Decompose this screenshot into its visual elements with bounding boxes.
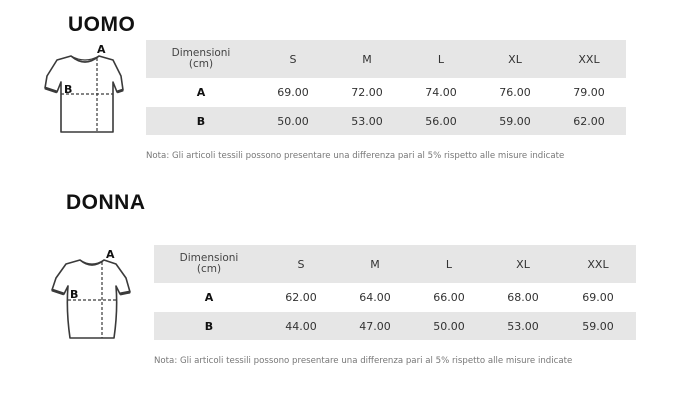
women-a-s-value: 62.00 (264, 283, 338, 312)
women-size-header-m: M (338, 245, 412, 283)
men-tolerance-note: Nota: Gli articoli tessili possono presentare una differenza pari al 5% rispetto alle misure indicate (146, 151, 565, 161)
men-row-label-b: B (146, 107, 256, 135)
women-diagram-label-b: B (70, 288, 79, 301)
women-b-xxl-value: 59.00 (560, 312, 636, 340)
men-b-xxl-value: 62.00 (552, 107, 626, 135)
women-a-xxl-value: 69.00 (560, 283, 636, 312)
women-table-row-a (154, 283, 636, 312)
men-a-m-value: 72.00 (330, 78, 404, 107)
men-size-header-s: S (256, 40, 330, 78)
women-dimension-label-line1: Dimensioni (179, 252, 239, 264)
men-section-title: UOMO (68, 13, 136, 36)
men-b-m-value: 53.00 (330, 107, 404, 135)
women-size-header-l: L (412, 245, 486, 283)
women-a-m-value: 64.00 (338, 283, 412, 312)
women-size-header-s: S (264, 245, 338, 283)
women-tshirt-outline-icon (52, 260, 130, 338)
men-tshirt-diagram (43, 42, 127, 138)
men-b-xl-value: 59.00 (478, 107, 552, 135)
men-diagram-label-a: A (97, 43, 106, 56)
men-size-header-xl: XL (478, 40, 552, 78)
women-section-title: DONNA (66, 191, 146, 214)
men-table-row-a (146, 78, 626, 107)
women-dimension-label-unit: (cm) (196, 263, 222, 275)
men-row-label-a: A (146, 78, 256, 107)
women-b-xl-value: 53.00 (486, 312, 560, 340)
men-a-s-value: 69.00 (256, 78, 330, 107)
men-dimension-label (146, 40, 256, 78)
men-size-header-l: L (404, 40, 478, 78)
women-b-m-value: 47.00 (338, 312, 412, 340)
women-a-l-value: 66.00 (412, 283, 486, 312)
women-a-xl-value: 68.00 (486, 283, 560, 312)
men-a-xl-value: 76.00 (478, 78, 552, 107)
men-b-l-value: 56.00 (404, 107, 478, 135)
women-b-s-value: 44.00 (264, 312, 338, 340)
men-dimension-label-line1: Dimensioni (171, 47, 231, 59)
men-a-xxl-value: 79.00 (552, 78, 626, 107)
women-table-header-row (154, 245, 636, 283)
men-table-row-b (146, 107, 626, 135)
women-tshirt-diagram (50, 248, 134, 344)
men-diagram-label-b: B (64, 83, 73, 96)
men-b-s-value: 50.00 (256, 107, 330, 135)
men-a-l-value: 74.00 (404, 78, 478, 107)
women-b-l-value: 50.00 (412, 312, 486, 340)
women-table-row-b (154, 312, 636, 340)
women-size-header-xxl: XXL (560, 245, 636, 283)
women-size-header-xl: XL (486, 245, 560, 283)
women-size-table (154, 245, 636, 340)
women-row-label-a: A (154, 283, 264, 312)
men-size-table (146, 40, 626, 135)
women-dimension-label (154, 245, 264, 283)
women-row-label-b: B (154, 312, 264, 340)
women-tolerance-note: Nota: Gli articoli tessili possono presentare una differenza pari al 5% rispetto alle misure indicate (154, 356, 573, 366)
men-size-header-m: M (330, 40, 404, 78)
women-diagram-label-a: A (106, 248, 115, 261)
men-dimension-label-unit: (cm) (188, 58, 214, 70)
men-size-header-xxl: XXL (552, 40, 626, 78)
men-table-header-row (146, 40, 626, 78)
